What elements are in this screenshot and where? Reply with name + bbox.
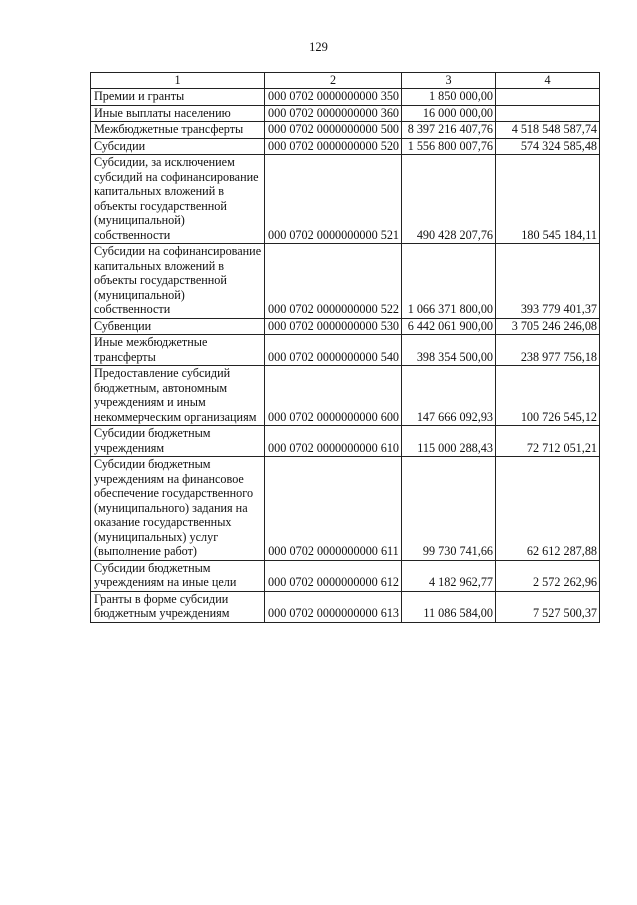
column-header-1: 1 bbox=[91, 73, 265, 89]
row-value-col3: 490 428 207,76 bbox=[402, 155, 496, 244]
table-row bbox=[91, 89, 600, 106]
row-name: Субвенции bbox=[91, 318, 265, 335]
row-value-col4: 7 527 500,37 bbox=[496, 591, 600, 622]
table-row bbox=[91, 105, 600, 122]
row-code: 000 0702 0000000000 600 bbox=[265, 366, 402, 426]
table-row bbox=[91, 318, 600, 335]
row-value-col3: 11 086 584,00 bbox=[402, 591, 496, 622]
row-name: Субсидии бюджетным учреждениям bbox=[91, 426, 265, 457]
row-value-col4 bbox=[496, 105, 600, 122]
row-code: 000 0702 0000000000 610 bbox=[265, 426, 402, 457]
row-name: Гранты в форме субсидии бюджетным учреждениям bbox=[91, 591, 265, 622]
row-name: Субсидии на софинансирование капитальных вложений в объекты государственной (муниципальной) собственности bbox=[91, 244, 265, 319]
row-value-col3: 1 066 371 800,00 bbox=[402, 244, 496, 319]
row-value-col4: 180 545 184,11 bbox=[496, 155, 600, 244]
row-name: Иные межбюджетные трансферты bbox=[91, 335, 265, 366]
row-value-col3: 147 666 092,93 bbox=[402, 366, 496, 426]
row-value-col3: 8 397 216 407,76 bbox=[402, 122, 496, 139]
row-code: 000 0702 0000000000 350 bbox=[265, 89, 402, 106]
table-row bbox=[91, 335, 600, 366]
row-code: 000 0702 0000000000 360 bbox=[265, 105, 402, 122]
row-name: Премии и гранты bbox=[91, 89, 265, 106]
row-name: Иные выплаты населению bbox=[91, 105, 265, 122]
row-value-col3: 115 000 288,43 bbox=[402, 426, 496, 457]
row-code: 000 0702 0000000000 521 bbox=[265, 155, 402, 244]
row-value-col4: 2 572 262,96 bbox=[496, 560, 600, 591]
row-value-col3: 99 730 741,66 bbox=[402, 457, 496, 561]
column-header-3: 3 bbox=[402, 73, 496, 89]
row-value-col4: 62 612 287,88 bbox=[496, 457, 600, 561]
table-row bbox=[91, 457, 600, 561]
row-value-col3: 398 354 500,00 bbox=[402, 335, 496, 366]
row-code: 000 0702 0000000000 612 bbox=[265, 560, 402, 591]
row-value-col4: 238 977 756,18 bbox=[496, 335, 600, 366]
header-row bbox=[91, 73, 600, 89]
budget-table bbox=[90, 72, 600, 623]
table-row bbox=[91, 426, 600, 457]
row-name: Межбюджетные трансферты bbox=[91, 122, 265, 139]
row-value-col4: 4 518 548 587,74 bbox=[496, 122, 600, 139]
table-row bbox=[91, 155, 600, 244]
row-value-col3: 6 442 061 900,00 bbox=[402, 318, 496, 335]
row-name: Субсидии бюджетным учреждениям на иные цели bbox=[91, 560, 265, 591]
table-row bbox=[91, 244, 600, 319]
table-row bbox=[91, 138, 600, 155]
row-value-col3: 4 182 962,77 bbox=[402, 560, 496, 591]
table-row bbox=[91, 122, 600, 139]
column-header-2: 2 bbox=[265, 73, 402, 89]
row-value-col3: 1 556 800 007,76 bbox=[402, 138, 496, 155]
row-code: 000 0702 0000000000 540 bbox=[265, 335, 402, 366]
row-name: Предоставление субсидий бюджетным, автономным учреждениям и иным некоммерческим организациям bbox=[91, 366, 265, 426]
table-row bbox=[91, 366, 600, 426]
row-value-col4: 3 705 246 246,08 bbox=[496, 318, 600, 335]
page-number: 129 bbox=[309, 40, 328, 54]
row-code: 000 0702 0000000000 522 bbox=[265, 244, 402, 319]
row-code: 000 0702 0000000000 530 bbox=[265, 318, 402, 335]
column-header-4: 4 bbox=[496, 73, 600, 89]
row-value-col4: 100 726 545,12 bbox=[496, 366, 600, 426]
row-name: Субсидии bbox=[91, 138, 265, 155]
row-code: 000 0702 0000000000 611 bbox=[265, 457, 402, 561]
row-value-col4: 72 712 051,21 bbox=[496, 426, 600, 457]
row-value-col3: 1 850 000,00 bbox=[402, 89, 496, 106]
row-code: 000 0702 0000000000 613 bbox=[265, 591, 402, 622]
row-value-col3: 16 000 000,00 bbox=[402, 105, 496, 122]
row-name: Субсидии бюджетным учреждениям на финансовое обеспечение государственного (муниципального) задания на оказание государственных (муниципальных) услуг (выполнение работ) bbox=[91, 457, 265, 561]
table-row bbox=[91, 560, 600, 591]
row-value-col4: 393 779 401,37 bbox=[496, 244, 600, 319]
row-code: 000 0702 0000000000 520 bbox=[265, 138, 402, 155]
row-name: Субсидии, за исключением субсидий на софинансирование капитальных вложений в объекты государственной (муниципальной) собственности bbox=[91, 155, 265, 244]
row-value-col4: 574 324 585,48 bbox=[496, 138, 600, 155]
table-row bbox=[91, 591, 600, 622]
row-code: 000 0702 0000000000 500 bbox=[265, 122, 402, 139]
row-value-col4 bbox=[496, 89, 600, 106]
